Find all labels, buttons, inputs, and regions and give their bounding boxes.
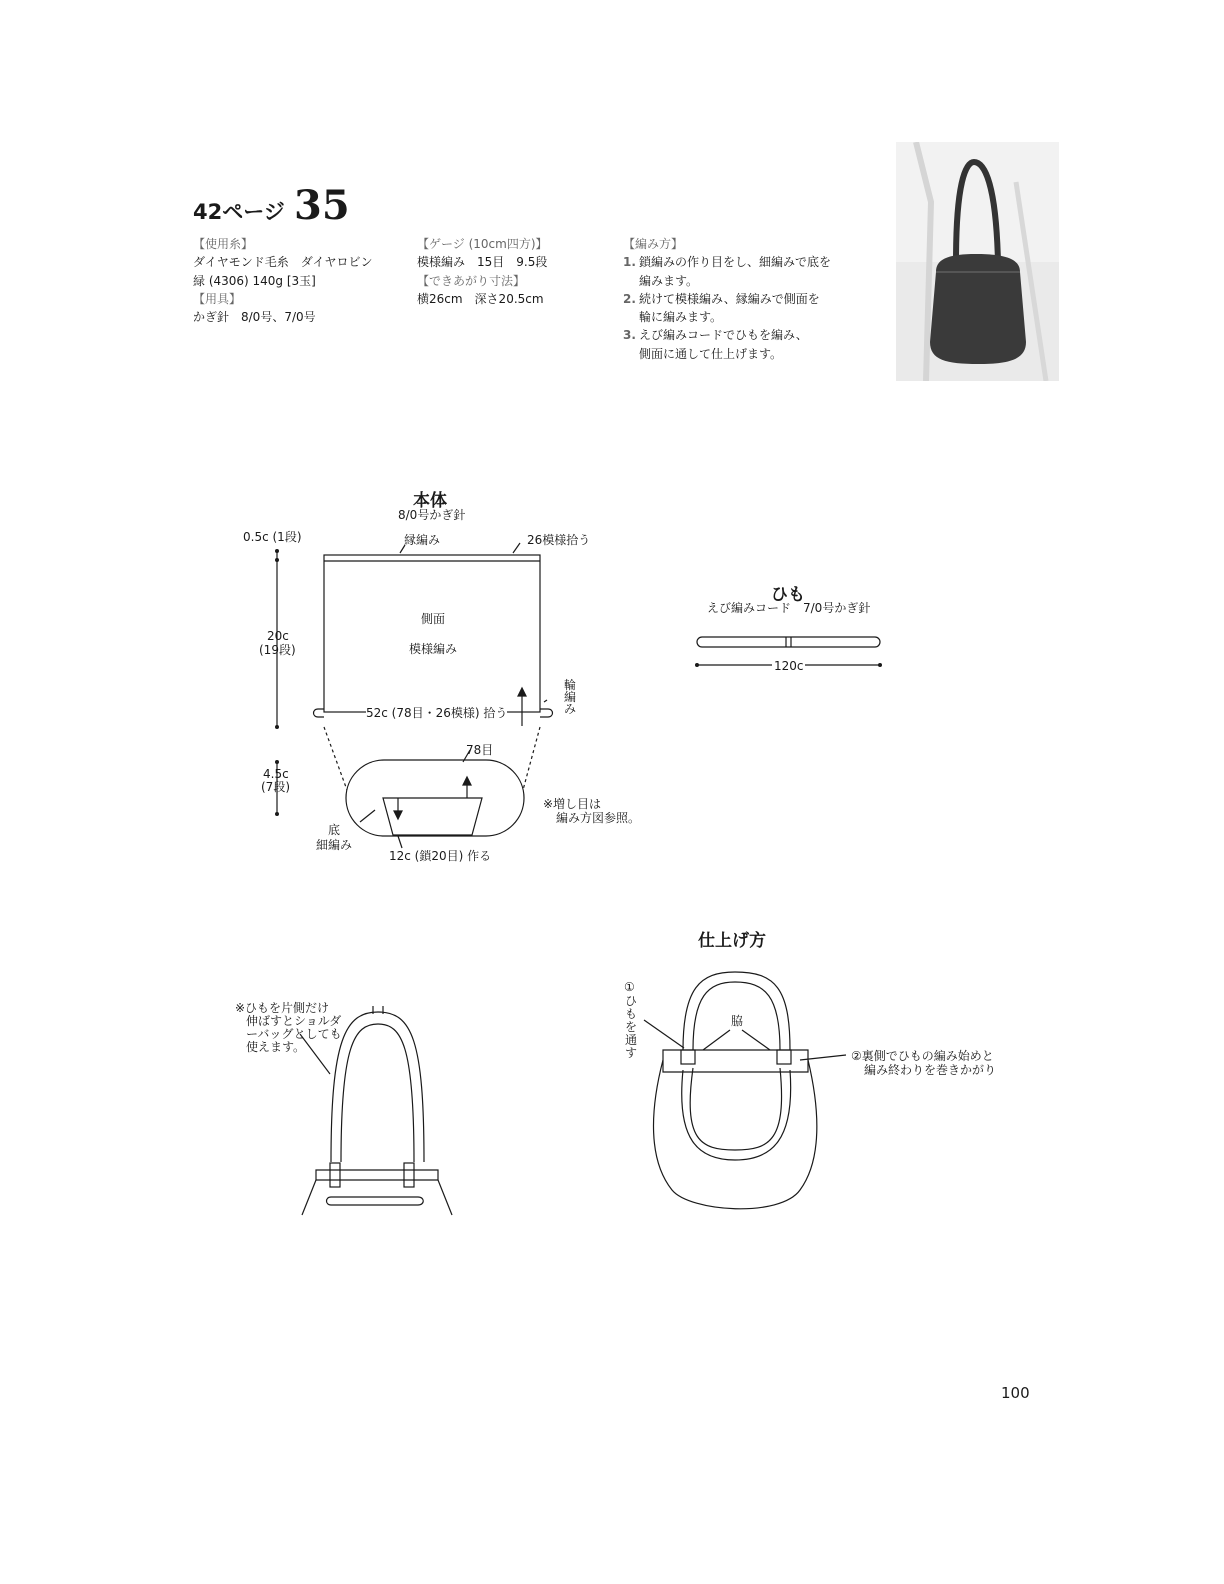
increase-note-2: 編み方図参照。: [556, 811, 641, 825]
round-tab-right: [540, 709, 553, 717]
body-title: 本体: [413, 491, 447, 511]
increase-note-1: ※増し目は: [543, 797, 602, 811]
step-number: 2.: [623, 291, 636, 306]
page-reference: 42ページ: [193, 200, 285, 224]
pick-bottom-label: 52c (78目・26模様) 拾う: [366, 706, 508, 720]
yarn-line-1: ダイヤモンド毛糸 ダイヤロビン: [193, 255, 373, 270]
yarn-heading: 【使用糸】: [193, 237, 254, 251]
handle-outer: [683, 972, 790, 1050]
strap-cord: [697, 637, 880, 647]
step1-char-1: ①: [624, 980, 635, 994]
side-label: 側面: [421, 612, 446, 626]
round-tab-left: [314, 709, 325, 717]
base-label: 底: [328, 823, 341, 837]
edge-label: 縁編み: [404, 533, 441, 547]
shoulder-strap-outer: [331, 1012, 424, 1162]
gauge-line: 模様編み 15目 9.5段: [417, 255, 548, 270]
base-stitch-label: 細編み: [316, 838, 353, 852]
strap-subtitle: えび編みコード 7/0号かぎ針: [707, 601, 871, 615]
dim-bottom-rows: (7段): [261, 780, 290, 794]
size-heading: 【できあがり寸法】: [417, 273, 526, 288]
finishing-title: 仕上げ方: [698, 931, 766, 951]
stitches-78-label: 78目: [466, 743, 494, 757]
shoulder-strap-inner: [341, 1024, 414, 1162]
side-seam-label: 脇: [731, 1014, 744, 1028]
step-number: 3.: [623, 328, 636, 343]
yarn-line-2: 緑 (4306) 140g [3玉]: [193, 273, 316, 288]
strap-title: ひも: [771, 585, 805, 605]
step-3-cont: 側面に通して仕上げます。: [639, 346, 783, 361]
step1-char-3: も: [625, 1007, 638, 1021]
step1-char-4: を: [625, 1020, 638, 1034]
shoulder-note-2: 伸ばすとショルダ: [246, 1014, 342, 1028]
step1-char-6: す: [625, 1046, 638, 1060]
pick-top-label: 26模様拾う: [527, 533, 591, 547]
shoulder-note-4: 使えます。: [246, 1040, 306, 1054]
step-1-cont: 編みます。: [639, 273, 699, 288]
body-side-panel: [324, 555, 540, 712]
step-text: 続けて模様編み、縁編みで側面を: [639, 291, 820, 306]
bag-body: [653, 1060, 816, 1209]
body-subtitle: 8/0号かぎ針: [398, 508, 466, 522]
dim-bottom-label: 4.5c: [263, 767, 289, 781]
step1-char-5: 通: [625, 1033, 638, 1047]
shoulder-note-1: ※ひもを片側だけ: [235, 1001, 330, 1015]
tools-heading: 【用具】: [193, 291, 242, 306]
step-text: 鎖編みの作り目をし、細編みで底を: [639, 255, 832, 270]
size-line: 横26cm 深さ20.5cm: [417, 291, 544, 306]
gauge-heading: 【ゲージ (10cm四方)】: [417, 237, 548, 251]
chain-label: 12c (鎖20目) 作る: [389, 849, 492, 863]
step2-line-2: 編み終わりを巻きかがり: [864, 1063, 997, 1077]
step-number: 1.: [623, 255, 636, 270]
pattern-number: 35: [294, 182, 350, 229]
page-number: 100: [1001, 1384, 1030, 1402]
method-heading: 【編み方】: [623, 237, 684, 251]
round-label-2: 編: [564, 690, 577, 704]
bag-rim: [663, 1050, 808, 1072]
step-text: えび編みコードでひもを編み、: [639, 328, 808, 343]
step-2-cont: 輪に編みます。: [639, 310, 723, 325]
shoulder-note-3: ーバッグとしても: [246, 1027, 342, 1041]
dim-mid-rows: (19段): [259, 643, 296, 657]
step2-line-1: ②裏側でひもの編み始めと: [851, 1049, 994, 1063]
round-label-3: み: [564, 702, 577, 716]
round-label-1: 輪: [564, 678, 577, 692]
tools-line: かぎ針 8/0号、7/0号: [193, 310, 316, 325]
pattern-label: 模様編み: [409, 642, 458, 656]
step1-char-2: ひ: [625, 994, 638, 1008]
strap-length: 120c: [774, 659, 804, 673]
dim-mid-label: 20c: [267, 629, 289, 643]
dim-top-label: 0.5c (1段): [243, 530, 302, 544]
